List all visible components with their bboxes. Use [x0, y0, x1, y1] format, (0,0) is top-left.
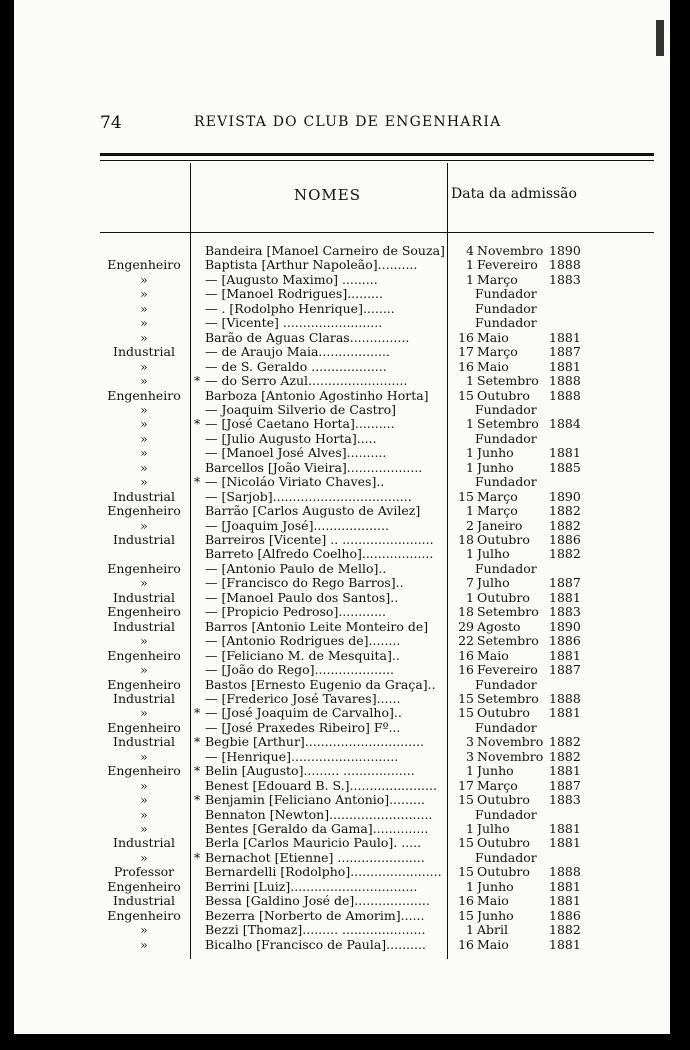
admission-day: 1 [466, 445, 474, 461]
admission-day: 15 [458, 690, 474, 706]
name-cell: — [Sarjob]................................... [205, 489, 412, 504]
name-cell: — [Manoel Rodrigues]......... [205, 287, 383, 302]
name-cell: Belin [Augusto]......... .................. [205, 764, 415, 779]
running-title: REVISTA DO CLUB DE ENGENHARIA [194, 114, 502, 130]
admission-day: 15 [458, 864, 474, 880]
admission-day: 1 [466, 878, 474, 894]
admission-year: 1890 [549, 618, 581, 634]
admission-day: 16 [458, 647, 474, 663]
admission-status: Fundador [475, 849, 537, 865]
name-cell: Barreto [Alfredo Coelho].................. [205, 547, 434, 562]
profession-cell: » [140, 822, 148, 836]
profession-cell: Engenheiro [107, 258, 181, 273]
admission-month: Maio [477, 937, 509, 952]
name-cell: Bessa [Galdino José de]................... [205, 894, 430, 909]
admission-month: Julho [477, 547, 510, 562]
name-cell: — [Nicoláo Viriato Chaves].. [205, 475, 385, 490]
name-cell: — [Francisco do Rego Barros].. [205, 576, 404, 591]
table-row [14, 475, 670, 489]
admission-day: 1 [466, 763, 474, 779]
profession-cell: Engenheiro [107, 504, 181, 519]
table-row [14, 417, 670, 431]
admission-month: Maio [477, 359, 509, 374]
table-row [14, 938, 670, 952]
admission-month: Janeiro [477, 518, 523, 533]
admission-month: Setembro [477, 374, 539, 389]
name-cell: — [Frederico José Tavares]...... [205, 691, 401, 706]
admission-year: 1882 [549, 748, 581, 764]
admission-month: Setembro [477, 634, 539, 649]
admission-month: Março [477, 504, 518, 519]
profession-cell: Professor [113, 865, 175, 880]
admission-year: 1882 [549, 922, 581, 938]
table-row [14, 273, 670, 287]
profession-cell: » [140, 518, 148, 533]
profession-cell: » [140, 923, 148, 938]
table-row [14, 894, 670, 908]
profession-cell: » [140, 431, 148, 446]
admission-day: 17 [458, 777, 474, 793]
table-row [14, 562, 670, 576]
admission-year: 1888 [549, 864, 581, 880]
admission-day: 4 [466, 243, 474, 258]
asterisk-mark: * [194, 474, 201, 490]
profession-cell: Engenheiro [107, 605, 181, 620]
table-row [14, 374, 670, 388]
table-row [14, 634, 670, 648]
table-row [14, 793, 670, 807]
admission-day: 1 [466, 373, 474, 389]
name-cell: — de S. Geraldo ................... [205, 359, 387, 374]
name-cell: — [José Joaquim de Carvalho].. [205, 706, 402, 721]
name-cell: — [Augusto Maximo] ......... [205, 272, 378, 287]
admission-month: Julho [477, 576, 510, 591]
admission-day: 7 [466, 575, 474, 591]
table-row [14, 258, 670, 272]
admission-day: 16 [458, 329, 474, 345]
admission-month: Outubro [477, 388, 530, 403]
table-row [14, 331, 670, 345]
profession-cell: Industrial [113, 489, 175, 504]
admission-month: Novembro [477, 735, 544, 750]
table-row [14, 808, 670, 822]
name-cell: — [Julio Augusto Horta]..... [205, 431, 377, 446]
profession-cell: » [140, 778, 148, 793]
admission-status: Fundador [475, 474, 537, 490]
admission-day: 29 [458, 618, 474, 634]
admission-year: 1881 [549, 647, 581, 663]
name-cell: — [Henrique]........................... [205, 749, 399, 764]
admission-status: Fundador [475, 300, 537, 316]
admission-month: Outubro [477, 836, 530, 851]
name-cell: Barreiros [Vicente] .. ....................... [205, 533, 434, 547]
profession-cell: Industrial [113, 533, 175, 547]
admission-day: 15 [458, 792, 474, 808]
table-row [14, 605, 670, 619]
name-cell: — [Manoel José Alves].......... [205, 446, 387, 461]
name-cell: Barrão [Carlos Augusto de Avilez] [205, 504, 421, 519]
profession-cell: » [140, 316, 148, 331]
name-cell: — [José Caetano Horta].......... [205, 417, 395, 432]
name-cell: Bernardelli [Rodolpho]....................... [205, 865, 442, 880]
admission-month: Março [477, 272, 518, 287]
admission-day: 2 [466, 517, 474, 533]
admission-month: Abril [477, 923, 508, 938]
admission-month: Outubro [477, 706, 530, 721]
admission-month: Agosto [477, 619, 521, 634]
name-cell: — de Araujo Maia.................. [205, 345, 390, 360]
admission-day: 15 [458, 705, 474, 721]
profession-cell: Engenheiro [107, 648, 181, 663]
table-row [14, 360, 670, 374]
name-cell: Berrini [Luiz]................................ [205, 879, 418, 894]
profession-cell: » [140, 301, 148, 316]
admission-month: Setembro [477, 417, 539, 432]
admission-year: 1887 [549, 662, 581, 678]
admission-month: Julho [477, 822, 510, 836]
admission-day: 3 [466, 734, 474, 750]
top-rule-thick [100, 153, 654, 156]
profession-cell: Industrial [113, 619, 175, 634]
table-row [14, 836, 670, 850]
profession-cell: Engenheiro [107, 677, 181, 692]
admission-year: 1882 [549, 503, 581, 519]
asterisk-mark: * [194, 734, 201, 750]
admission-status: Fundador [475, 430, 537, 446]
asterisk-mark: * [194, 705, 201, 721]
name-cell: — [José Praxedes Ribeiro] Fº... [205, 720, 401, 735]
admission-day: 16 [458, 358, 474, 374]
table-row [14, 461, 670, 475]
admission-day: 1 [466, 922, 474, 938]
admission-year: 1884 [549, 416, 581, 432]
admission-status: Fundador [475, 560, 537, 576]
admission-month: Maio [477, 648, 509, 663]
document-page [14, 0, 670, 1034]
admission-year: 1881 [549, 705, 581, 721]
profession-cell: Industrial [113, 735, 175, 750]
table-row [14, 287, 670, 301]
name-cell: Benest [Edouard B. S.]...................... [205, 778, 437, 793]
admission-year: 1881 [549, 445, 581, 461]
table-row [14, 244, 670, 258]
table-row [14, 576, 670, 590]
profession-cell: » [140, 475, 148, 490]
profession-cell: » [140, 749, 148, 764]
name-cell: Bennaton [Newton].......................... [205, 807, 433, 822]
table-row [14, 706, 670, 720]
name-cell: — [Joaquim José]................... [205, 518, 389, 533]
admission-year: 1881 [549, 763, 581, 779]
admission-status: Fundador [475, 401, 537, 417]
name-cell: Barros [Antonio Leite Monteiro de] [205, 619, 429, 634]
asterisk-mark: * [194, 849, 201, 865]
admission-year: 1888 [549, 690, 581, 706]
admission-month: Novembro [477, 749, 544, 764]
admission-day: 16 [458, 893, 474, 909]
table-row [14, 735, 670, 749]
name-cell: — do Serro Azul......................... [205, 374, 408, 389]
admission-status: Fundador [475, 676, 537, 692]
page-number: 74 [100, 113, 122, 133]
admission-year: 1881 [549, 358, 581, 374]
admission-month: Junho [477, 879, 514, 894]
profession-cell: » [140, 402, 148, 417]
admission-month: Outubro [477, 590, 530, 605]
admission-month: Outubro [477, 533, 530, 547]
admission-year: 1881 [549, 589, 581, 605]
profession-cell: » [140, 330, 148, 345]
profession-cell: Engenheiro [107, 561, 181, 576]
name-cell: Bentes [Geraldo da Gama].............. [205, 822, 429, 836]
admission-day: 15 [458, 387, 474, 403]
name-cell: — . [Rodolpho Henrique]........ [205, 301, 395, 316]
admission-month: Junho [477, 908, 514, 923]
admission-year: 1888 [549, 387, 581, 403]
name-cell: — [Feliciano M. de Mesquita].. [205, 648, 400, 663]
asterisk-mark: * [194, 416, 201, 432]
profession-cell: » [140, 272, 148, 287]
profession-cell: » [140, 359, 148, 374]
admission-year: 1881 [549, 821, 581, 836]
profession-cell: Engenheiro [107, 388, 181, 403]
name-cell: Bandeira [Manoel Carneiro de Souza] [205, 244, 445, 258]
admission-day: 22 [458, 633, 474, 649]
name-cell: Berla [Carlos Mauricio Paulo]. ..... [205, 836, 422, 851]
admission-year: 1887 [549, 777, 581, 793]
table-row [14, 519, 670, 533]
profession-cell: Industrial [113, 590, 175, 605]
table-row [14, 678, 670, 692]
table-row [14, 389, 670, 403]
table-row [14, 851, 670, 865]
asterisk-mark: * [194, 792, 201, 808]
admission-day: 17 [458, 344, 474, 360]
table-row [14, 822, 670, 836]
profession-cell: Industrial [113, 836, 175, 851]
admission-year: 1881 [549, 893, 581, 909]
table-row [14, 909, 670, 923]
admission-status: Fundador [475, 315, 537, 331]
admission-month: Junho [477, 764, 514, 779]
admission-year: 1883 [549, 271, 581, 287]
admission-month: Maio [477, 330, 509, 345]
name-cell: — [Propicio Pedroso]............ [205, 605, 387, 620]
admission-month: Maio [477, 894, 509, 909]
header-data-admissao: Data da admissão [451, 186, 577, 202]
admission-day: 1 [466, 271, 474, 287]
profession-cell: » [140, 706, 148, 721]
admission-month: Setembro [477, 605, 539, 620]
name-cell: — [Manoel Paulo dos Santos].. [205, 590, 399, 605]
table-row [14, 533, 670, 547]
admission-month: Setembro [477, 691, 539, 706]
admission-year: 1882 [549, 546, 581, 562]
table-row [14, 620, 670, 634]
table-row [14, 779, 670, 793]
name-cell: — [Antonio Paulo de Mello].. [205, 561, 387, 576]
admission-month: Março [477, 345, 518, 360]
admission-day: 1 [466, 546, 474, 562]
profession-cell: Industrial [113, 894, 175, 909]
admission-status: Fundador [475, 806, 537, 822]
admission-day: 15 [458, 835, 474, 851]
profession-cell: » [140, 793, 148, 808]
admission-year: 1881 [549, 835, 581, 851]
name-cell: — [João do Rego].................... [205, 663, 395, 678]
profession-cell: Industrial [113, 345, 175, 360]
admission-year: 1886 [549, 907, 581, 923]
profession-cell: » [140, 850, 148, 865]
admission-month: Fevereiro [477, 258, 538, 273]
table-row [14, 403, 670, 417]
profession-cell: » [140, 576, 148, 591]
profession-cell: » [140, 663, 148, 678]
admission-year: 1888 [549, 373, 581, 389]
admission-year: 1888 [549, 257, 581, 273]
admission-month: Outubro [477, 793, 530, 808]
admission-year: 1881 [549, 936, 581, 952]
table-row [14, 591, 670, 605]
name-cell: Barão de Aguas Claras............... [205, 330, 410, 345]
admission-year: 1890 [549, 488, 581, 504]
profession-cell: Industrial [113, 691, 175, 706]
admission-year: 1890 [549, 243, 581, 258]
profession-cell: » [140, 460, 148, 475]
name-cell: Baptista [Arthur Napoleão].......... [205, 258, 418, 273]
admission-month: Junho [477, 446, 514, 461]
admission-day: 16 [458, 936, 474, 952]
admission-month: Outubro [477, 865, 530, 880]
admission-year: 1887 [549, 344, 581, 360]
scan-speck [656, 20, 664, 56]
admission-year: 1887 [549, 575, 581, 591]
table-row [14, 663, 670, 677]
admission-day: 18 [458, 532, 474, 547]
table-row [14, 547, 670, 561]
admission-month: Março [477, 489, 518, 504]
admission-year: 1886 [549, 532, 581, 547]
admission-status: Fundador [475, 286, 537, 302]
table-row [14, 345, 670, 359]
table-row [14, 446, 670, 460]
header-bottom-rule [100, 232, 654, 233]
table-row [14, 750, 670, 764]
name-cell: Bicalho [Francisco de Paula].......... [205, 937, 426, 952]
table-row [14, 490, 670, 504]
admission-year: 1886 [549, 633, 581, 649]
name-cell: — [Vicente] ......................... [205, 316, 383, 331]
asterisk-mark: * [194, 763, 201, 779]
admission-day: 15 [458, 488, 474, 504]
admission-month: Junho [477, 460, 514, 475]
top-rule-thin [100, 160, 654, 161]
admission-day: 16 [458, 662, 474, 678]
admission-year: 1881 [549, 878, 581, 894]
admission-month: Novembro [477, 244, 544, 258]
table-row [14, 316, 670, 330]
admission-day: 18 [458, 604, 474, 620]
name-cell: Begbie [Arthur].............................. [205, 735, 425, 750]
profession-cell: » [140, 634, 148, 649]
admission-day: 1 [466, 416, 474, 432]
admission-day: 1 [466, 257, 474, 273]
admission-day: 1 [466, 459, 474, 475]
table-row [14, 432, 670, 446]
table-row [14, 865, 670, 879]
admission-year: 1882 [549, 517, 581, 533]
table-row [14, 649, 670, 663]
profession-cell: Engenheiro [107, 879, 181, 894]
name-cell: — [Antonio Rodrigues de]........ [205, 634, 401, 649]
table-row [14, 692, 670, 706]
admission-year: 1883 [549, 792, 581, 808]
profession-cell: Engenheiro [107, 908, 181, 923]
admission-month: Março [477, 778, 518, 793]
admission-day: 1 [466, 503, 474, 519]
admission-day: 1 [466, 589, 474, 605]
admission-day: 15 [458, 907, 474, 923]
profession-cell: » [140, 287, 148, 302]
name-cell: Bernachot [Etienne] ...................... [205, 850, 425, 865]
admission-day: 1 [466, 821, 474, 836]
table-row [14, 764, 670, 778]
profession-cell: » [140, 446, 148, 461]
name-cell: — Joaquim Silverio de Castro] [205, 402, 397, 417]
name-cell: Benjamin [Feliciano Antonio]......... [205, 793, 425, 808]
name-cell: Bastos [Ernesto Eugenio da Graça].. [205, 677, 436, 692]
profession-cell: » [140, 807, 148, 822]
admission-month: Fevereiro [477, 663, 538, 678]
header-nomes: NOMES [294, 186, 362, 204]
name-cell: Barboza [Antonio Agostinho Horta] [205, 388, 429, 403]
profession-cell: » [140, 417, 148, 432]
admission-year: 1883 [549, 604, 581, 620]
name-cell: Bezzi [Thomaz]......... ..................... [205, 923, 426, 938]
admission-day: 3 [466, 748, 474, 764]
table-row [14, 880, 670, 894]
admission-status: Fundador [475, 719, 537, 735]
admission-year: 1881 [549, 329, 581, 345]
table-row [14, 504, 670, 518]
profession-cell: Engenheiro [107, 764, 181, 779]
admission-year: 1885 [549, 459, 581, 475]
admission-year: 1882 [549, 734, 581, 750]
name-cell: Barcellos [João Vieira]................... [205, 460, 423, 475]
table-row [14, 923, 670, 937]
table-row [14, 721, 670, 735]
table-row [14, 302, 670, 316]
profession-cell: » [140, 937, 148, 952]
profession-cell: Engenheiro [107, 720, 181, 735]
profession-cell: » [140, 374, 148, 389]
name-cell: Bezerra [Norberto de Amorim]...... [205, 908, 425, 923]
asterisk-mark: * [194, 373, 201, 389]
